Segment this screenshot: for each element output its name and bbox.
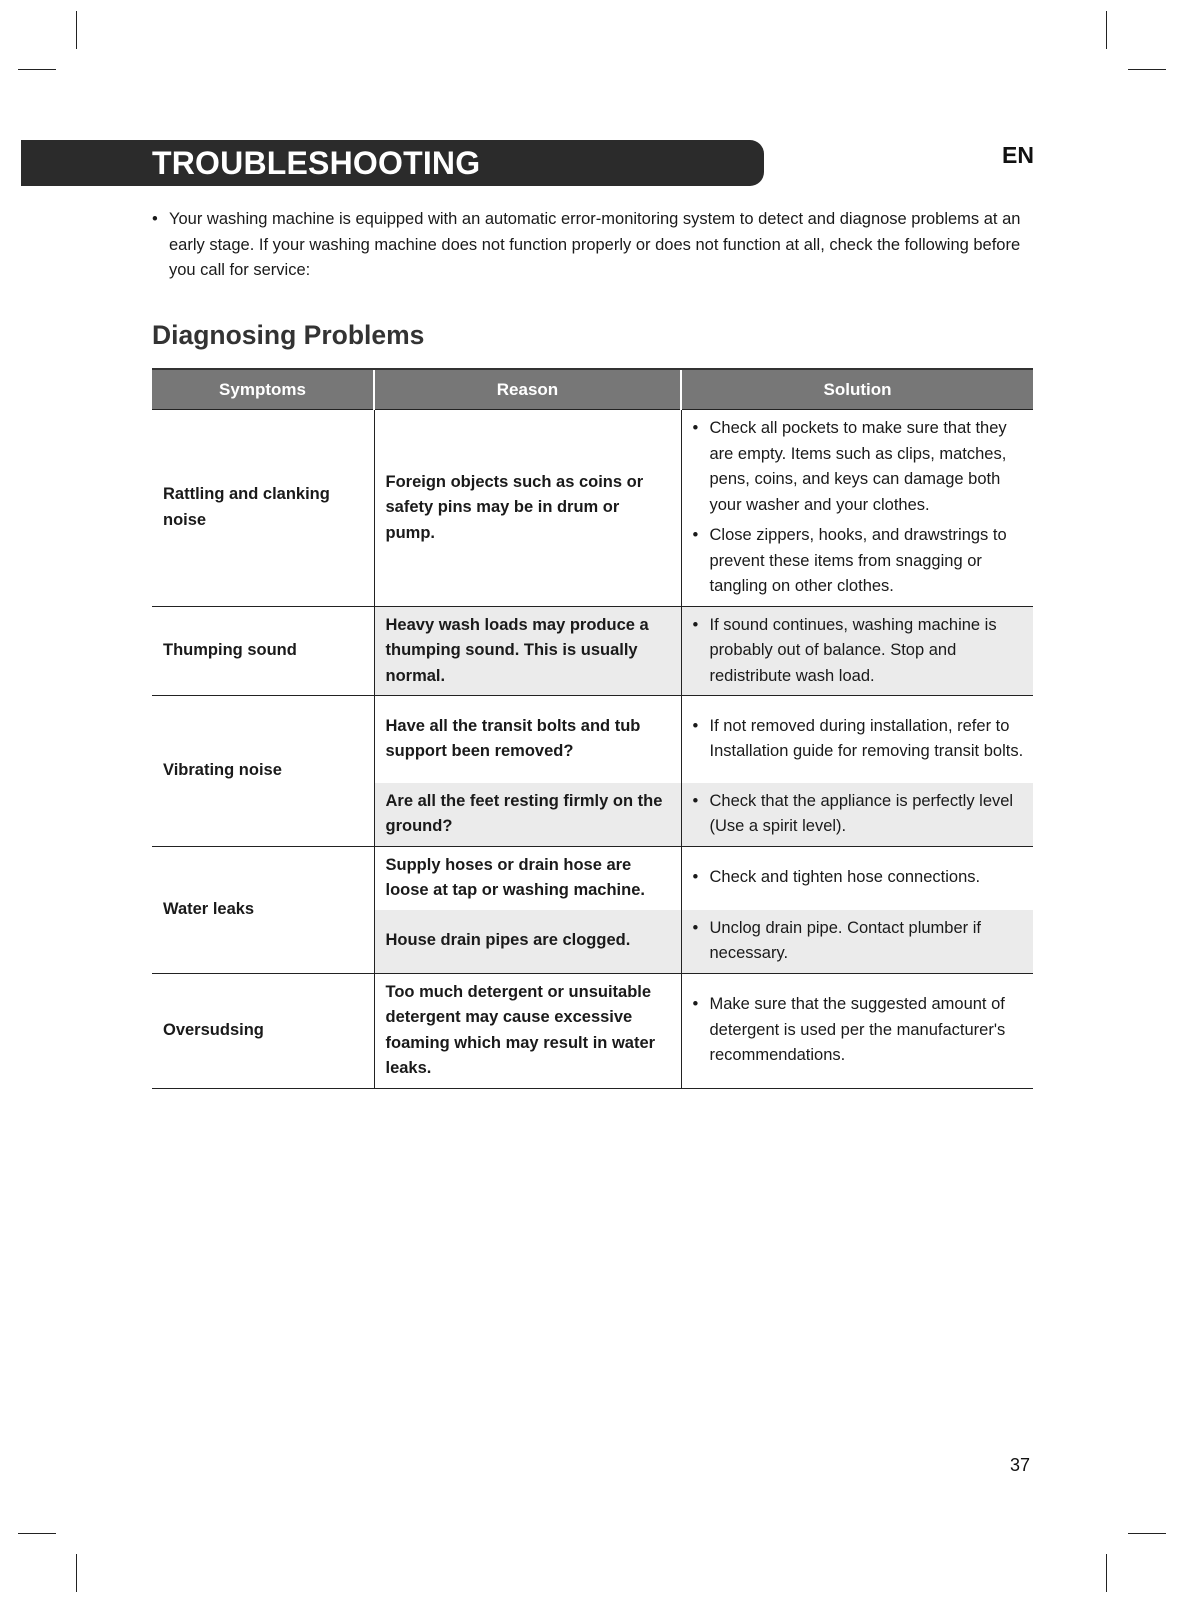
- table-row: [152, 606, 1033, 696]
- crop-mark: [1106, 11, 1107, 49]
- intro-paragraph: [152, 207, 1049, 284]
- diagnosis-table: [152, 368, 1033, 1089]
- crop-mark: [76, 11, 77, 49]
- crop-mark: [1128, 1533, 1166, 1534]
- symptom-cell: Rattling and clanking noise: [152, 410, 374, 607]
- intro-bullet: •: [152, 210, 158, 228]
- language-label: EN: [1002, 142, 1034, 168]
- table-header-row: [152, 369, 1033, 410]
- solution-item: • If not removed during installation, refer to Installation guide for removing transit bolts.: [693, 714, 1025, 765]
- reason-cell: Heavy wash loads may produce a thumping sound. This is usually normal.: [374, 606, 681, 696]
- page-number: 37: [1010, 1455, 1031, 1475]
- reason-cell: Supply hoses or drain hose are loose at tap or washing machine.: [374, 846, 681, 910]
- reason-cell: Are all the feet resting firmly on the ground?: [374, 783, 681, 847]
- table-row: [152, 410, 1033, 607]
- table-row: [152, 846, 1033, 910]
- solution-cell: [681, 696, 1033, 783]
- symptom-cell: Thumping sound: [152, 606, 374, 696]
- reason-cell: House drain pipes are clogged.: [374, 910, 681, 974]
- solution-cell: [681, 783, 1033, 847]
- table-row: [152, 696, 1033, 783]
- solution-cell: [681, 410, 1033, 607]
- solution-cell: [681, 846, 1033, 910]
- solution-item: • Unclog drain pipe. Contact plumber if necessary.: [693, 916, 1025, 967]
- crop-mark: [1128, 69, 1166, 70]
- section-title: Diagnosing Problems: [152, 320, 425, 350]
- page-title: TROUBLESHOOTING: [152, 145, 481, 181]
- solution-cell: [681, 910, 1033, 974]
- crop-mark: [18, 1533, 56, 1534]
- solution-item: • Check that the appliance is perfectly level (Use a spirit level).: [693, 789, 1025, 840]
- solution-item: • Close zippers, hooks, and drawstrings to prevent these items from snagging or tangling on other clothes.: [693, 523, 1025, 600]
- symptom-cell: Water leaks: [152, 846, 374, 973]
- symptom-cell: Vibrating noise: [152, 696, 374, 847]
- crop-mark: [18, 69, 56, 70]
- header-reason: Reason: [374, 369, 681, 410]
- crop-mark: [1106, 1554, 1107, 1592]
- solution-item: • If sound continues, washing machine is probably out of balance. Stop and redistribute wash load.: [693, 613, 1025, 690]
- solution-cell: [681, 973, 1033, 1088]
- intro-text: Your washing machine is equipped with an automatic error-monitoring system to detect and diagnose problems at an early stage. If your washing machine does not function properly or does not function at all, check the following before you call for service:: [169, 210, 1021, 279]
- reason-cell: Foreign objects such as coins or safety pins may be in drum or pump.: [374, 410, 681, 607]
- reason-cell: Have all the transit bolts and tub support been removed?: [374, 696, 681, 783]
- solution-item: • Make sure that the suggested amount of detergent is used per the manufacturer's recommendations.: [693, 992, 1025, 1069]
- reason-cell: Too much detergent or unsuitable detergent may cause excessive foaming which may result in water leaks.: [374, 973, 681, 1088]
- solution-item: • Check all pockets to make sure that they are empty. Items such as clips, matches, pens, coins, and keys can damage both your washer and your clothes.: [693, 416, 1025, 518]
- table-row: [152, 973, 1033, 1088]
- header-symptoms: Symptoms: [152, 369, 374, 410]
- header-solution: Solution: [681, 369, 1033, 410]
- symptom-cell: Oversudsing: [152, 973, 374, 1088]
- crop-mark: [76, 1554, 77, 1592]
- solution-item: • Check and tighten hose connections.: [693, 865, 1025, 891]
- solution-cell: [681, 606, 1033, 696]
